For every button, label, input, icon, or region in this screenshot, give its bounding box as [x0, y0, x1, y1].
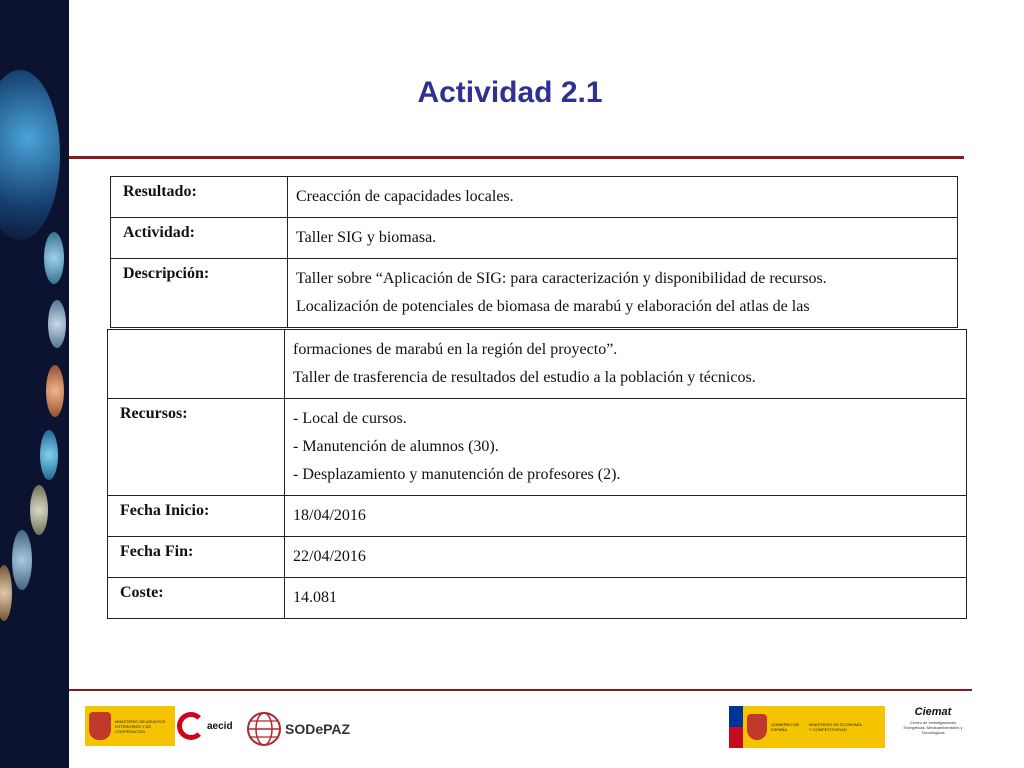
coat-of-arms-icon: [747, 714, 767, 740]
footer-logos: [69, 692, 1024, 768]
sodepaz-logo: [245, 706, 355, 752]
globe-icon: [245, 710, 283, 748]
eu-flag-icon: [729, 706, 743, 748]
row-value: [285, 496, 967, 537]
ministerio-exteriores-logo: [85, 706, 175, 746]
table-row: [111, 218, 958, 259]
row-value: [285, 537, 967, 578]
orb-image: [30, 485, 48, 535]
row-value: [285, 578, 967, 619]
row-label: [108, 330, 285, 399]
row-label: Coste:: [108, 578, 285, 619]
value-line: 22/04/2016: [293, 548, 366, 565]
aecid-c-icon: [177, 712, 205, 740]
slide-title: Actividad 2.1: [417, 76, 603, 109]
table-row: [108, 537, 967, 578]
row-label: Actividad:: [111, 218, 288, 259]
coat-of-arms-icon: [89, 712, 111, 740]
value-line: Creacción de capacidades locales.: [296, 188, 514, 205]
value-line: Taller de trasferencia de resultados del estudio a la población y técnicos.: [293, 369, 756, 386]
value-line: Localización de potenciales de biomasa de marabú y elaboración del atlas de las: [296, 298, 810, 315]
gobierno-text: GOBIERNO DE ESPAÑA: [771, 722, 800, 732]
sodepaz-text: SODePAZ: [285, 721, 351, 737]
row-label: Fecha Fin:: [108, 537, 285, 578]
value-line: 18/04/2016: [293, 507, 366, 524]
orb-image: [0, 565, 12, 621]
ciemat-subtext: Centro de Investigaciones Energéticas, Medioambientales y Tecnológicas: [903, 720, 963, 735]
ministerio-economia-text: MINISTERIO DE ECONOMÍA Y COMPETITIVIDAD: [809, 722, 862, 732]
table-row: [108, 330, 967, 399]
value-line: 14.081: [293, 589, 337, 606]
activity-table-part1: [110, 176, 958, 328]
row-label: Recursos:: [108, 399, 285, 496]
gobierno-espana-logo: [729, 706, 885, 748]
row-value: [288, 259, 958, 328]
orb-image: [40, 430, 58, 480]
table-row: [108, 496, 967, 537]
value-line: - Manutención de alumnos (30).: [293, 438, 499, 455]
ciemat-logo: [895, 706, 971, 748]
row-value: [285, 399, 967, 496]
title-divider: [69, 156, 964, 159]
value-line: Taller SIG y biomasa.: [296, 229, 437, 246]
row-value: [285, 330, 967, 399]
decorative-sidebar: [0, 0, 69, 768]
row-label: Descripción:: [111, 259, 288, 328]
row-label: Fecha Inicio:: [108, 496, 285, 537]
globe-image: [0, 70, 60, 240]
footer-divider: [69, 689, 972, 691]
table-row: [108, 399, 967, 496]
ministerio-exteriores-text: MINISTERIO DE ASUNTOS EXTERIORES Y DE COOPERACIÓN: [115, 718, 166, 734]
orb-image: [48, 300, 66, 348]
row-label: Resultado:: [111, 177, 288, 218]
table-row: [111, 259, 958, 328]
table-row: [111, 177, 958, 218]
orb-image: [44, 232, 64, 284]
activity-table-part2: [107, 329, 967, 619]
aecid-text: aecid: [207, 720, 233, 732]
orb-image: [46, 365, 64, 417]
value-line: - Desplazamiento y manutención de profesores (2).: [293, 466, 621, 483]
row-value: [288, 177, 958, 218]
orb-image: [12, 530, 32, 590]
ciemat-text: Ciemat: [914, 706, 952, 718]
value-line: - Local de cursos.: [293, 410, 407, 427]
aecid-logo: [177, 706, 235, 746]
row-value: [288, 218, 958, 259]
value-line: Taller sobre “Aplicación de SIG: para caracterización y disponibilidad de recursos.: [296, 270, 827, 287]
table-row: [108, 578, 967, 619]
value-line: formaciones de marabú en la región del proyecto”.: [293, 341, 618, 358]
